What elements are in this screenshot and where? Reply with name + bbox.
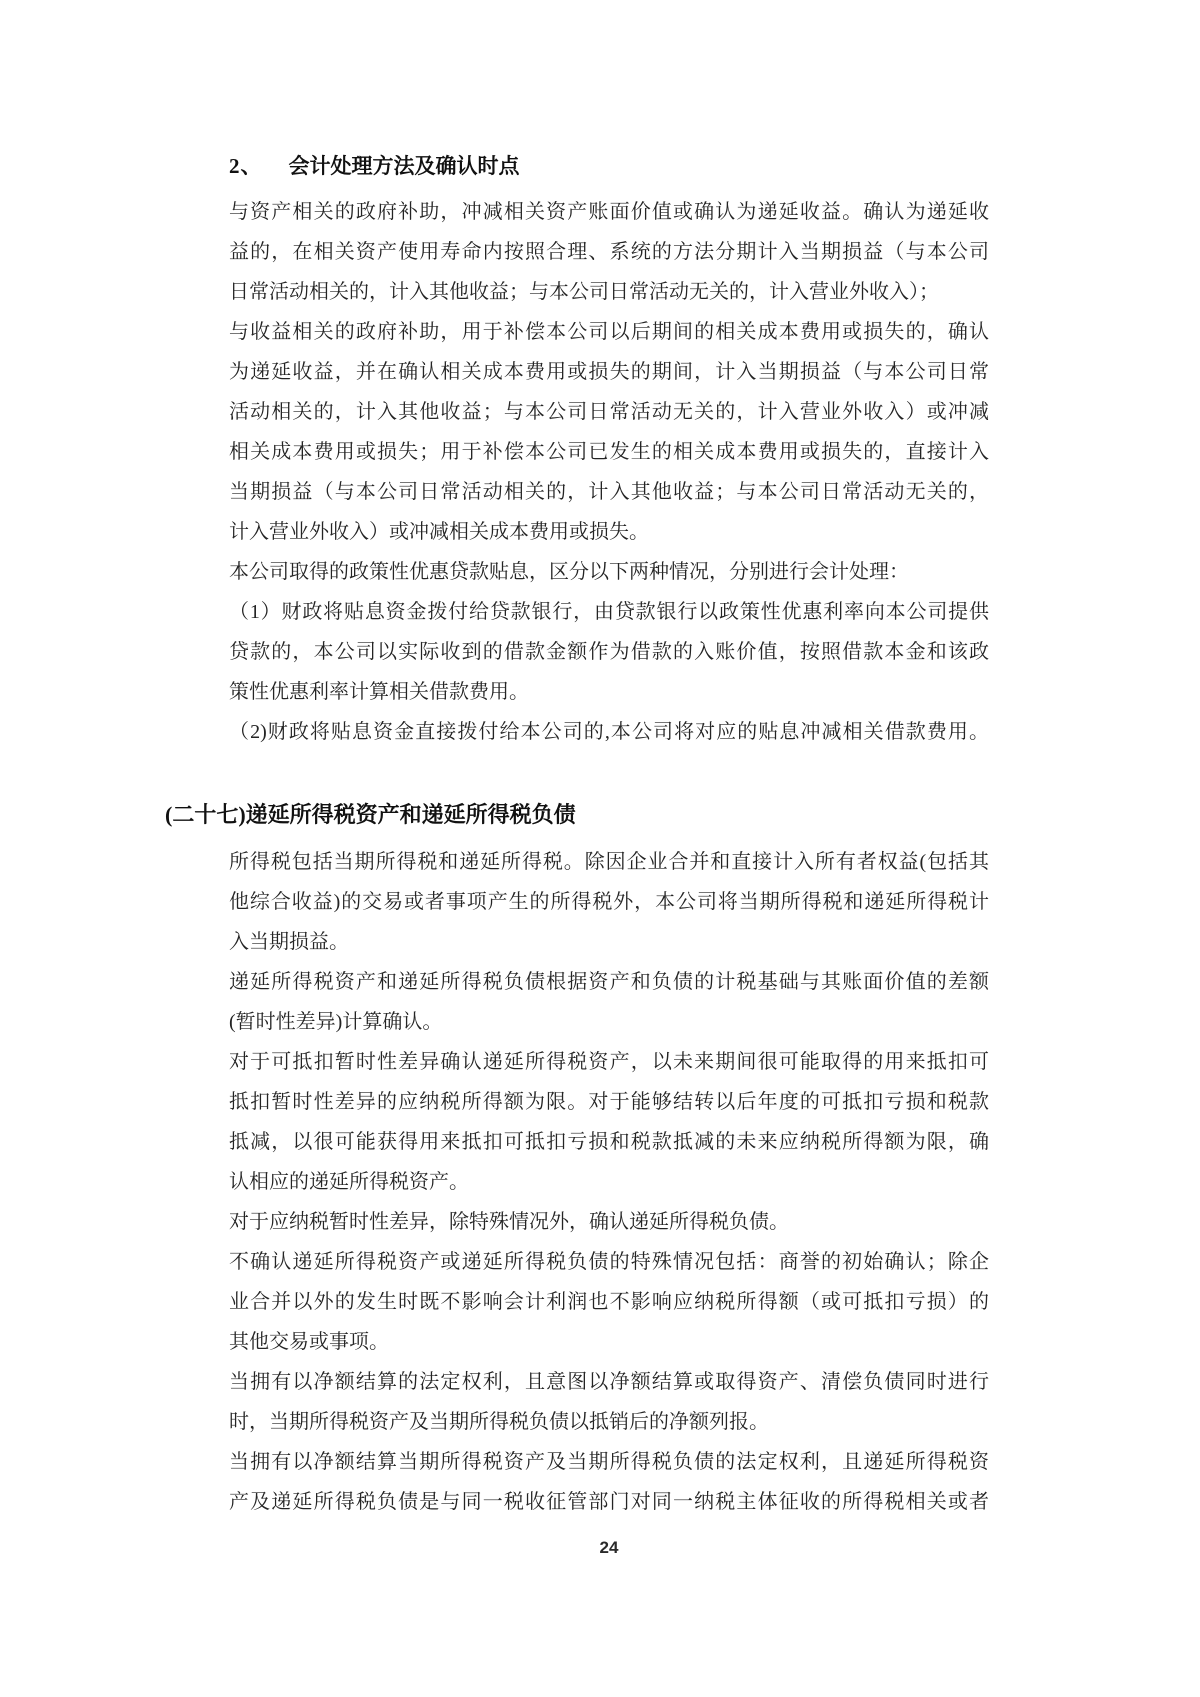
clause-number: 2、 [229,154,263,178]
text-line: 相关成本费用或损失；用于补偿本公司已发生的相关成本费用或损失的，直接计入 [229,441,989,463]
text-line: 业合并以外的发生时既不影响会计利润也不影响应纳税所得额（或可抵扣亏损）的 [229,1291,989,1313]
text-line: 其他交易或事项。 [229,1331,389,1353]
page-content [165,146,989,1522]
text-line: 贷款的，本公司以实际收到的借款金额作为借款的入账价值，按照借款本金和该政 [229,641,989,663]
section-body [229,842,989,1522]
text-line: 时，当期所得税资产及当期所得税负债以抵销后的净额列报。 [229,1411,769,1433]
section-heading [165,795,989,835]
paragraph [229,842,989,962]
text-line: 活动相关的，计入其他收益；与本公司日常活动无关的，计入营业外收入）或冲减 [229,401,989,423]
text-line: (暂时性差异)计算确认。 [229,1011,443,1033]
paragraph [229,712,989,752]
text-line: 本公司取得的政策性优惠贷款贴息，区分以下两种情况，分别进行会计处理： [229,561,909,583]
section-title: 递延所得税资产和递延所得税负债 [245,802,576,827]
text-line: 入当期损益。 [229,931,349,953]
paragraph [229,962,989,1042]
paragraph [229,1362,989,1442]
text-line: 当期损益（与本公司日常活动相关的，计入其他收益；与本公司日常活动无关的， [229,481,989,503]
paragraph [229,312,989,552]
page-number: 24 [599,1538,619,1557]
text-line: 递延所得税资产和递延所得税负债根据资产和负债的计税基础与其账面价值的差额 [229,971,989,993]
text-line: 与资产相关的政府补助，冲减相关资产账面价值或确认为递延收益。确认为递延收 [229,201,989,223]
paragraph [229,192,989,312]
text-line: 抵扣暂时性差异的应纳税所得额为限。对于能够结转以后年度的可抵扣亏损和税款 [229,1091,989,1113]
clause-title: 会计处理方法及确认时点 [288,154,520,178]
text-line: 当拥有以净额结算当期所得税资产及当期所得税负债的法定权利，且递延所得税资 [229,1451,989,1473]
text-line: 抵减，以很可能获得用来抵扣可抵扣亏损和税款抵减的未来应纳税所得额为限，确 [229,1131,989,1153]
paragraph [229,1042,989,1202]
paragraph [229,552,989,592]
paragraph [229,1242,989,1362]
text-line: 所得税包括当期所得税和递延所得税。除因企业合并和直接计入所有者权益(包括其 [229,851,989,873]
clause-heading [229,146,989,186]
text-line: 计入营业外收入）或冲减相关成本费用或损失。 [229,521,649,543]
paragraph [229,592,989,712]
text-line: （1）财政将贴息资金拨付给贷款银行，由贷款银行以政策性优惠利率向本公司提供 [229,601,989,623]
text-line: 策性优惠利率计算相关借款费用。 [229,681,529,703]
text-line: 当拥有以净额结算的法定权利，且意图以净额结算或取得资产、清偿负债同时进行 [229,1371,989,1393]
text-line: 不确认递延所得税资产或递延所得税负债的特殊情况包括：商誉的初始确认；除企 [229,1251,989,1273]
text-line: 益的，在相关资产使用寿命内按照合理、系统的方法分期计入当期损益（与本公司 [229,241,989,263]
text-line: 认相应的递延所得税资产。 [229,1171,469,1193]
paragraph [229,1442,989,1522]
text-line: 日常活动相关的，计入其他收益；与本公司日常活动无关的，计入营业外收入）； [229,281,939,303]
text-line: （2)财政将贴息资金直接拨付给本公司的,本公司将对应的贴息冲减相关借款费用。 [229,721,989,743]
text-line: 产及递延所得税负债是与同一税收征管部门对同一纳税主体征收的所得税相关或者 [229,1491,989,1513]
section-number: (二十七) [165,802,246,827]
text-line: 为递延收益，并在确认相关成本费用或损失的期间，计入当期损益（与本公司日常 [229,361,989,383]
text-line: 与收益相关的政府补助，用于补偿本公司以后期间的相关成本费用或损失的，确认 [229,321,989,343]
text-line: 对于可抵扣暂时性差异确认递延所得税资产，以未来期间很可能取得的用来抵扣可 [229,1051,989,1073]
text-line: 他综合收益)的交易或者事项产生的所得税外，本公司将当期所得税和递延所得税计 [229,891,989,913]
text-line: 对于应纳税暂时性差异，除特殊情况外，确认递延所得税负债。 [229,1211,789,1233]
clause-body [229,192,989,752]
paragraph [229,1202,989,1242]
